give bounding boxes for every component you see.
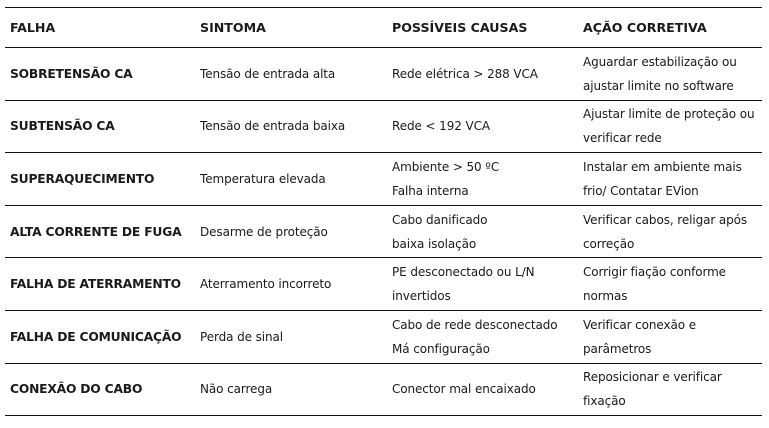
cause-line: Má configuração (392, 341, 490, 356)
action-line: Aguardar estabilização ou (583, 54, 737, 69)
action-line: verificar rede (583, 131, 662, 146)
cell-sintoma: Temperatura elevada (200, 171, 326, 186)
table-row (5, 258, 762, 311)
cell-acao-corretiva (578, 50, 762, 98)
cell-sintoma: Desarme de proteção (200, 224, 328, 239)
action-line: Reposicionar e verificar (583, 370, 722, 385)
cell-acao-corretiva (578, 313, 762, 361)
cell-falha: FALHA DE COMUNICAÇÃO (10, 329, 182, 344)
cause-line: Rede elétrica > 288 VCA (392, 66, 538, 81)
cell-falha: FALHA DE ATERRAMENTO (10, 277, 181, 292)
action-line: normas (583, 289, 628, 304)
cell-falha: CONEXÃO DO CABO (10, 382, 143, 397)
cell-sintoma: Aterramento incorreto (200, 277, 332, 292)
header-falha: FALHA (10, 19, 56, 35)
cell-acao-corretiva (578, 365, 762, 413)
cause-line: PE desconectado ou L/N (392, 265, 535, 280)
cell-falha: SUBTENSÃO CA (10, 119, 115, 134)
cell-acao-corretiva (578, 208, 762, 256)
table-header-row (5, 8, 762, 48)
header-sintoma: SINTOMA (200, 19, 266, 35)
table-row (5, 311, 762, 364)
cell-possiveis-causas (387, 62, 578, 86)
cell-acao-corretiva (578, 102, 762, 150)
troubleshooting-table (5, 7, 762, 416)
cause-line: baixa isolação (392, 236, 477, 251)
cell-possiveis-causas (387, 260, 578, 308)
action-line: frio/ Contatar EVion (583, 183, 699, 198)
cause-line: Conector mal encaixado (392, 382, 536, 397)
cause-line: invertidos (392, 289, 451, 304)
cell-acao-corretiva (578, 260, 762, 308)
cell-sintoma: Tensão de entrada baixa (200, 119, 346, 134)
table-row (5, 48, 762, 101)
cell-falha: SUPERAQUECIMENTO (10, 171, 155, 186)
cell-sintoma: Não carrega (200, 382, 273, 397)
cell-possiveis-causas (387, 313, 578, 361)
cause-line: Cabo de rede desconectado (392, 317, 558, 332)
action-line: fixação (583, 394, 626, 409)
cell-sintoma: Perda de sinal (200, 329, 283, 344)
cause-line: Rede < 192 VCA (392, 119, 490, 134)
action-line: correção (583, 236, 635, 251)
header-acao-corretiva: AÇÃO CORRETIVA (583, 19, 707, 35)
cell-possiveis-causas (387, 377, 578, 401)
table-row (5, 206, 762, 259)
table-row (5, 153, 762, 206)
header-possiveis-causas: POSSÍVEIS CAUSAS (392, 19, 528, 35)
table-row (5, 364, 762, 417)
action-line: Verificar cabos, religar após (583, 212, 748, 227)
cause-line: Falha interna (392, 183, 469, 198)
table-body (5, 48, 762, 416)
cell-falha: SOBRETENSÃO CA (10, 66, 133, 81)
cell-possiveis-causas (387, 114, 578, 138)
table-row (5, 101, 762, 154)
action-line: Verificar conexão e (583, 317, 696, 332)
cell-acao-corretiva (578, 155, 762, 203)
action-line: ajustar limite no software (583, 78, 734, 93)
cause-line: Cabo danificado (392, 212, 488, 227)
action-line: parâmetros (583, 341, 652, 356)
cell-possiveis-causas (387, 155, 578, 203)
cell-falha: ALTA CORRENTE DE FUGA (10, 224, 182, 239)
action-line: Ajustar limite de proteção ou (583, 107, 755, 122)
cause-line: Ambiente > 50 ºC (392, 159, 500, 174)
action-line: Corrigir fiação conforme (583, 265, 726, 280)
cell-possiveis-causas (387, 208, 578, 256)
cell-sintoma: Tensão de entrada alta (200, 66, 336, 81)
action-line: Instalar em ambiente mais (583, 159, 742, 174)
